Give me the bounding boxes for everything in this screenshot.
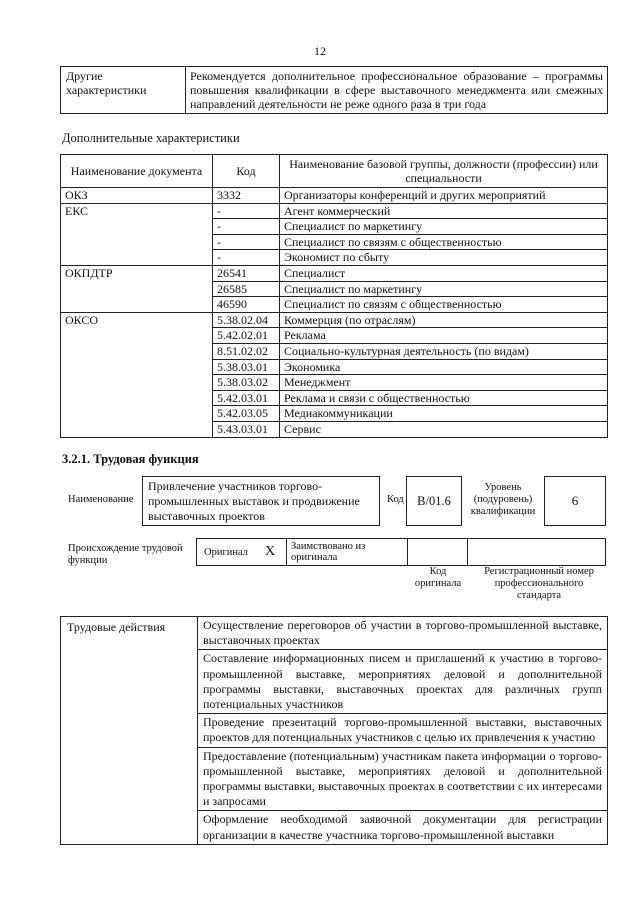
group-name-cell: Менеджмент <box>280 375 608 391</box>
origin-code-label: Код оригинала <box>414 566 462 589</box>
other-characteristics-text: Рекомендуется дополнительное профессиональное образование – программы повышения квалификации в сфере выставочного менеджмента или смежных направлений деятельности не реже одного раза в три года <box>186 67 608 114</box>
document-cell: ЕКС <box>61 203 213 265</box>
labor-action-row <box>61 617 608 650</box>
group-name-cell: Коммерция (по отраслям) <box>280 312 608 328</box>
table-row <box>61 203 608 219</box>
document-cell: ОКЗ <box>61 188 213 204</box>
origin-code-cell <box>408 538 468 566</box>
original-mark: X <box>265 544 276 559</box>
additional-characteristics-heading: Дополнительные характеристики <box>62 131 240 145</box>
reg-number-cell <box>468 538 606 566</box>
reg-number-label: Регистрационный номер профессионального стандарта <box>484 566 594 601</box>
borrowed-label: Заимствовано из оригинала <box>291 541 366 563</box>
table-row <box>61 265 608 281</box>
code-cell: 26541 <box>213 265 280 281</box>
labor-action-text: Составление информационных писем и приглашений к участию в торгово-промышленной выставке, мероприятиях деловой и дополнительной программы выставки, выставочных проектах для различных групп потенциальных участников <box>198 650 608 714</box>
other-characteristics-table <box>60 66 608 114</box>
code-cell: 46590 <box>213 297 280 313</box>
labor-function-heading: 3.2.1. Трудовая функция <box>62 452 199 466</box>
group-name-cell: Организаторы конференций и других мероприятий <box>280 188 608 204</box>
table-row <box>61 312 608 328</box>
group-name-cell: Специалист по маркетингу <box>280 281 608 297</box>
document-cell: ОКСО <box>61 312 213 437</box>
group-name-cell: Специалист по маркетингу <box>280 219 608 235</box>
code-cell: 5.38.02.04 <box>213 312 280 328</box>
page-number: 12 <box>314 44 326 58</box>
name-label: Наименование <box>68 494 134 505</box>
origin-borrowed-cell <box>286 538 408 566</box>
code-label: Код <box>387 494 404 505</box>
code-cell: 26585 <box>213 281 280 297</box>
code-cell: 5.42.03.05 <box>213 406 280 422</box>
origin-label: Происхождение трудовой функции <box>68 543 183 566</box>
table-row <box>61 188 608 204</box>
code-cell: 5.38.03.02 <box>213 375 280 391</box>
code-cell: 5.38.03.01 <box>213 359 280 375</box>
labor-function-name: Привлечение участников торгово-промышленных выставок и продвижение выставочных проектов <box>142 476 380 526</box>
group-name-cell: Экономист по сбыту <box>280 250 608 266</box>
code-cell: 5.43.03.01 <box>213 421 280 437</box>
additional-characteristics-body <box>61 188 608 438</box>
labor-actions-body <box>61 617 608 845</box>
labor-function-code: B/01.6 <box>406 476 462 526</box>
code-cell: - <box>213 234 280 250</box>
code-cell: 8.51.02.02 <box>213 343 280 359</box>
code-cell: - <box>213 203 280 219</box>
labor-action-text: Оформление необходимой заявочной документации для регистрации организации в качестве участника торгово-промышленной выставки <box>198 811 608 844</box>
group-name-cell: Специалист по связям с общественностью <box>280 234 608 250</box>
labor-action-text: Проведение презентаций торгово-промышленной выставки, выставочных проектов для потенциальных участников с целью их привлечения к участию <box>198 714 608 747</box>
header-group-name: Наименование базовой группы, должности (профессии) или специальности <box>280 155 608 188</box>
document-cell: ОКПДТР <box>61 265 213 312</box>
code-cell: - <box>213 250 280 266</box>
group-name-cell: Специалист <box>280 265 608 281</box>
labor-action-text: Предоставление (потенциальным) участникам пакета информации о торгово-промышленной выставке, мероприятиях деловой и дополнительной программы выставки, выставочных проектах в соответствии с их интересами и запросами <box>198 747 608 811</box>
header-document: Наименование документа <box>61 155 213 188</box>
labor-actions-table <box>60 616 608 845</box>
code-cell: - <box>213 219 280 235</box>
code-cell: 3332 <box>213 188 280 204</box>
group-name-cell: Медиакоммуникации <box>280 406 608 422</box>
group-name-cell: Реклама <box>280 328 608 344</box>
group-name-cell: Сервис <box>280 421 608 437</box>
group-name-cell: Экономика <box>280 359 608 375</box>
origin-original-cell <box>196 538 286 566</box>
code-cell: 5.42.03.01 <box>213 390 280 406</box>
original-label: Оригинал <box>204 547 248 558</box>
qualification-level-value: 6 <box>544 476 606 526</box>
other-characteristics-label: Другие характеристики <box>61 67 186 114</box>
additional-characteristics-table <box>60 154 608 438</box>
code-cell: 5.42.02.01 <box>213 328 280 344</box>
group-name-cell: Реклама и связи с общественностью <box>280 390 608 406</box>
group-name-cell: Специалист по связям с общественностью <box>280 297 608 313</box>
group-name-cell: Агент коммерческий <box>280 203 608 219</box>
qualification-level-label: Уровень (подуровень) квалификации <box>470 482 536 517</box>
labor-actions-label: Трудовые действия <box>61 617 198 845</box>
header-code: Код <box>213 155 280 188</box>
labor-action-text: Осуществление переговоров об участии в торгово-промышленной выставке, выставочных проектах <box>198 617 608 650</box>
group-name-cell: Социально-культурная деятельность (по видам) <box>280 343 608 359</box>
